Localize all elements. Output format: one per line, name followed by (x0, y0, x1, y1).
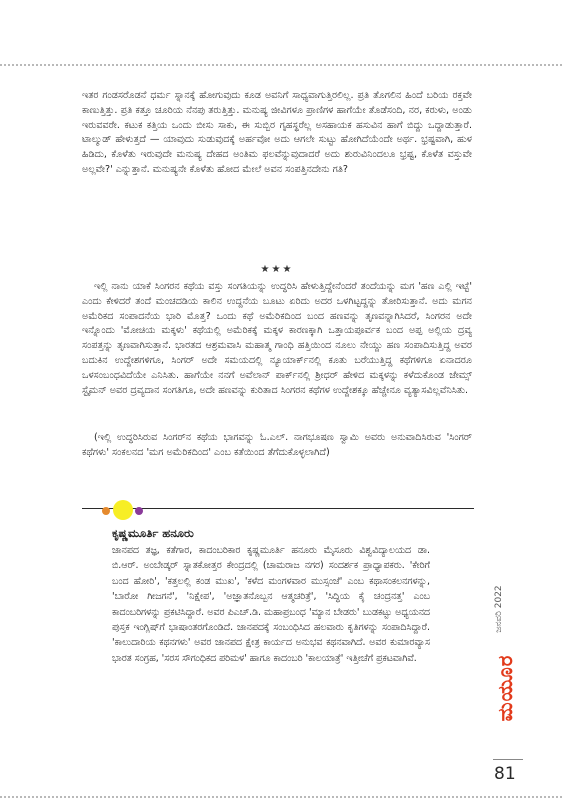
bottom-dotted-border (0, 796, 562, 798)
section-separator-stars: ★★★ (260, 264, 294, 275)
body-paragraph-2: ಇಲ್ಲಿ ನಾನು ಯಾಕೆ ಸಿಂಗರನ ಕಥೆಯ ವಸ್ತು ಸಂಗತಿಯನ್ನು ಉದ್ಧರಿಸಿ ಹೇಳುತ್ತಿದ್ದೇನೆಂದರೆ ತಂದೆಯನ್ನು ಮಗ 'ಹಣ ಎಲ್ಲಿ ಇಟ್ಟೆ' ಎಂದು ಕೇಳಿದರೆ ತಂದೆ ಮಂಚದಡಿಯ ಕಾಲಿನ ಉದ್ದನೆಯ ಬೂಟು ಏರಿದು ಅದರ ಒಳಗಿಟ್ಟದ್ದನ್ನು ತೋರಿಸುತ್ತಾನೆ. ಅದು ಮಗನ ಅಮೆರಿಕದ ಸಂಪಾದನೆಯ ಭಾರಿ ಮೊತ್ತ? ಒಂದು ಕಥೆ ಅಮೆರಿಕದಿಂದ ಬಂದ ಹಣವನ್ನು ತೃಣವನ್ನಾಗಿಸಿದರೆ, ಸಿಂಗರನ ಅದೇ ಇನ್ನೊಂದು 'ಮೋಚಿಯ ಮಕ್ಕಳು' ಕಥೆಯಲ್ಲಿ ಅಮೆರಿಕಕ್ಕೆ ಮಕ್ಕಳ ಕಾರಣಕ್ಕಾಗಿ ಒತ್ತಾಯಪೂರ್ವಕ ಬಂದ ಅಪ್ಪ ಅಲ್ಲಿಯ ದ್ರವ್ಯ ಸಂಪತ್ತನ್ನು ತೃಣವಾಗಿಸುತ್ತಾನೆ. ಭಾರತದ ಆಶ್ರಮವಾಸಿ ಮಹಾತ್ಮ ಗಾಂಧಿ ಹತ್ತಿಯಿಂದ ನೂಲು ನೇಯ್ದು ಹಣ ಸಂಪಾದಿಸುತ್ತಿದ್ದ ಅವರ ಬದುಕಿನ ಉದ್ದೇಶಗಳಿಗೂ, ಸಿಂಗರ್ ಅದೇ ಸಮಯದಲ್ಲಿ ನ್ಯೂಯಾರ್ಕ್‌ನಲ್ಲಿ ಕೂತು ಬರೆಯುತ್ತಿದ್ದ ಕಥೆಗಳಿಗೂ ಏನಾದರೂ ಒಳಸಂಬಂಧವಿದೆಯೇ ಎನಿಸಿತು. ಹಾಗೆಯೇ ನನಗೆ ಅವೆಲಾನ್ ಪಾರ್ಕ್‌ನಲ್ಲಿ ಶ್ರೀಧರ್ ಹೇಳಿದ ಮಕ್ಕಳನ್ನು ಕಳೆದುಕೊಂಡ ಜೇಮ್ಸ್ ಸ್ಟೈಮನ್ ಅವರ ದ್ರವ್ಯದಾನ ಸಂಗತಿಗೂ, ಅದೇ ಹಣವನ್ನು ಕುರಿತಾದ ಸಿಂಗರನ ಕಥೆಗಳ ಉದ್ದೇಶಕ್ಕೂ ಹೆಚ್ಚೇನೂ ವ್ಯತ್ಯಾಸವಿಲ್ಲವೆನಿಸಿತು. (82, 281, 472, 396)
decorative-orange-dot (102, 507, 110, 515)
decorative-yellow-dot (113, 500, 133, 520)
body-paragraph-3-note: (ಇಲ್ಲಿ ಉದ್ಧರಿಸಿರುವ ಸಿಂಗರ್‌ನ ಕಥೆಯ ಭಾಗವನ್ನು ಓ.ಎಲ್. ನಾಗಭೂಷಣ ಸ್ವಾಮಿ ಅವರು ಅನುವಾದಿಸಿರುವ 'ಸಿಂಗರ್ ಕಥೆಗಳು' ಸಂಕಲನದ 'ಮಗ ಅಮೆರಿಕದಿಂದ' ಎಂಬ ಕತೆಯಿಂದ ತೆಗೆದುಕೊಳ್ಳಲಾಗಿದೆ) (82, 432, 472, 458)
author-bio-text: ಜಾನಪದ ತಜ್ಞ, ಕತೆಗಾರ, ಕಾದಂಬರಿಕಾರ ಕೃಷ್ಣಮೂರ್ತಿ ಹನೂರು ಮೈಸೂರು ವಿಶ್ವವಿದ್ಯಾಲಯದ ಡಾ. ಬಿ.ಆರ್. ಅಂಬೇಡ್ಕರ್ ಸ್ನಾತಕೋತ್ತರ ಕೇಂದ್ರದಲ್ಲಿ (ಚಾಮರಾಜ ನಗರ) ಸಂದರ್ಶಕ ಪ್ರಾಧ್ಯಾಪಕರು. 'ಕೇರಿಗೆ ಬಂದ ಹೋರಿ', 'ಕತ್ತಲಲ್ಲಿ ಕಂಡ ಮುಖ', 'ಕಳೆದ ಮಂಗಳವಾರ ಮುಸ್ಸಂಜೆ' ಎಂಬ ಕಥಾಸಂಕಲನಗಳನ್ನು, 'ಬಾರೋ ಗೀಜಗನೆ', 'ನಿಕ್ಷೇಪ', 'ಅಜ್ಞಾತನೊಬ್ಬನ ಆತ್ಮಚರಿತ್ರೆ', 'ಸಿದ್ಧಿಯ ಕೈ ಚಂದ್ರನತ್ತ' ಎಂಬ ಕಾದಂಬರಿಗಳನ್ನು ಪ್ರಕಟಿಸಿದ್ದಾರೆ. ಅವರ ಪಿಎಚ್.ಡಿ. ಮಹಾಪ್ರಬಂಧ 'ಮ್ಯಾನ ಬೇಡರು' ಬುಡಕಟ್ಟು ಅಧ್ಯಯನದ ಪುಸ್ತಕ ಇಂಗ್ಲಿಷ್‌ಗೆ ಭಾಷಾಂತರಗೊಂಡಿದೆ. ಜಾನಪದಕ್ಕೆ ಸಂಬಂಧಿಸಿದ ಹಲವಾರು ಕೃತಿಗಳನ್ನು ಸಂಪಾದಿಸಿದ್ದಾರೆ. 'ಕಾಲುದಾರಿಯ ಕಥನಗಳು' ಅವರ ಜಾನಪದ ಕ್ಷೇತ್ರ ಕಾರ್ಯದ ಅನುಭವ ಕಥನವಾಗಿದೆ. ಅವರ ಕುಮಾರವ್ಯಾಸ ಭಾರತ ಸಂಗ್ರಹ, 'ಸರಸ ಸೌಗಂಧಿಕದ ಪರಿಮಳ' ಹಾಗೂ ಕಾದಂಬರಿ 'ಕಾಲಯಾತ್ರೆ' ಇತ್ತೀಚೆಗೆ ಪ್ರಕಟವಾಗಿವೆ. (112, 545, 430, 664)
top-dotted-border (0, 64, 562, 66)
issue-date: ಜನವರಿ 2022 (494, 585, 504, 633)
page-number-rule (493, 759, 523, 760)
magazine-logo: ಮಯೂರ (493, 654, 517, 722)
decorative-purple-dot (135, 507, 143, 515)
author-name: ಕೃಷ್ಣಮೂರ್ತಿ ಹನೂರು (112, 526, 194, 540)
body-paragraph-1: ಇತರ ಗಂಡಸರೊಡನೆ ಧರ್ಮ ಸ್ನಾನಕ್ಕೆ ಹೋಗುವುದು ಕೂಡ ಅವನಿಗೆ ಸಾಧ್ಯವಾಗುತ್ತಿರಲಿಲ್ಲ. ಪ್ರತಿ ತೊಗಲಿನ ಹಿಂದೆ ಬರಿಯ ರಕ್ತವೇ ಕಾಣುತ್ತಿತ್ತು. ಪ್ರತಿ ಕತ್ತೂ ಚೂರಿಯ ನೆನಪು ತರುತ್ತಿತ್ತು. ಮನುಷ್ಯ ಜೀವಿಗಳೂ ಪ್ರಾಣಿಗಳ ಹಾಗೆಯೇ ತೊಡೆಸಂದಿ, ನರ, ಕರುಳು, ಅಂಡು ಇರುವವರೇ. ಕಟುಕ ಕತ್ತಿಯ ಒಂದು ಬೀಸು ಸಾಕು, ಈ ಸುಬ್ಬಿರ ಗೃಹಸ್ಥರೆಲ್ಲ ಅಸಹಾಯಕ ಹಸುವಿನ ಹಾಗೆ ಬಿದ್ದು ಒದ್ದಾಡುತ್ತಾರೆ. ಟಾಲ್ಮುಡ್ ಹೇಳುತ್ತದೆ — ಯಾವುದು ಸುಡುವುದಕ್ಕೆ ಅರ್ಹವೋ ಅದು ಆಗಲೇ ಸುಟ್ಟು ಹೋಗಿದೆಯೆಂದೇ ಅರ್ಥ. ಭ್ರಷ್ಟವಾಗಿ, ಹುಳ ಹಿಡಿದು, ಕೊಳೆತು ಇರುವುದೇ ಮನುಷ್ಯ ದೇಹದ ಅಂತಿಮ ಫಲವೆನ್ನುವುದಾದರೆ ಅದು ಶುರುವಿನಿಂದಲೂ ಭ್ರಷ್ಟ, ಕೊಳೆತ ವಸ್ತುವೇ ಅಲ್ಲವೇ?' ಎನ್ನುತ್ತಾನೆ. ಮನುಷ್ಯನೇ ಕೊಳೆತು ಹೋದ ಮೇಲೆ ಅವನ ಸಂಪತ್ತಿನದೇನು ಗತಿ? (82, 90, 472, 175)
page-number: 81 (494, 764, 516, 784)
